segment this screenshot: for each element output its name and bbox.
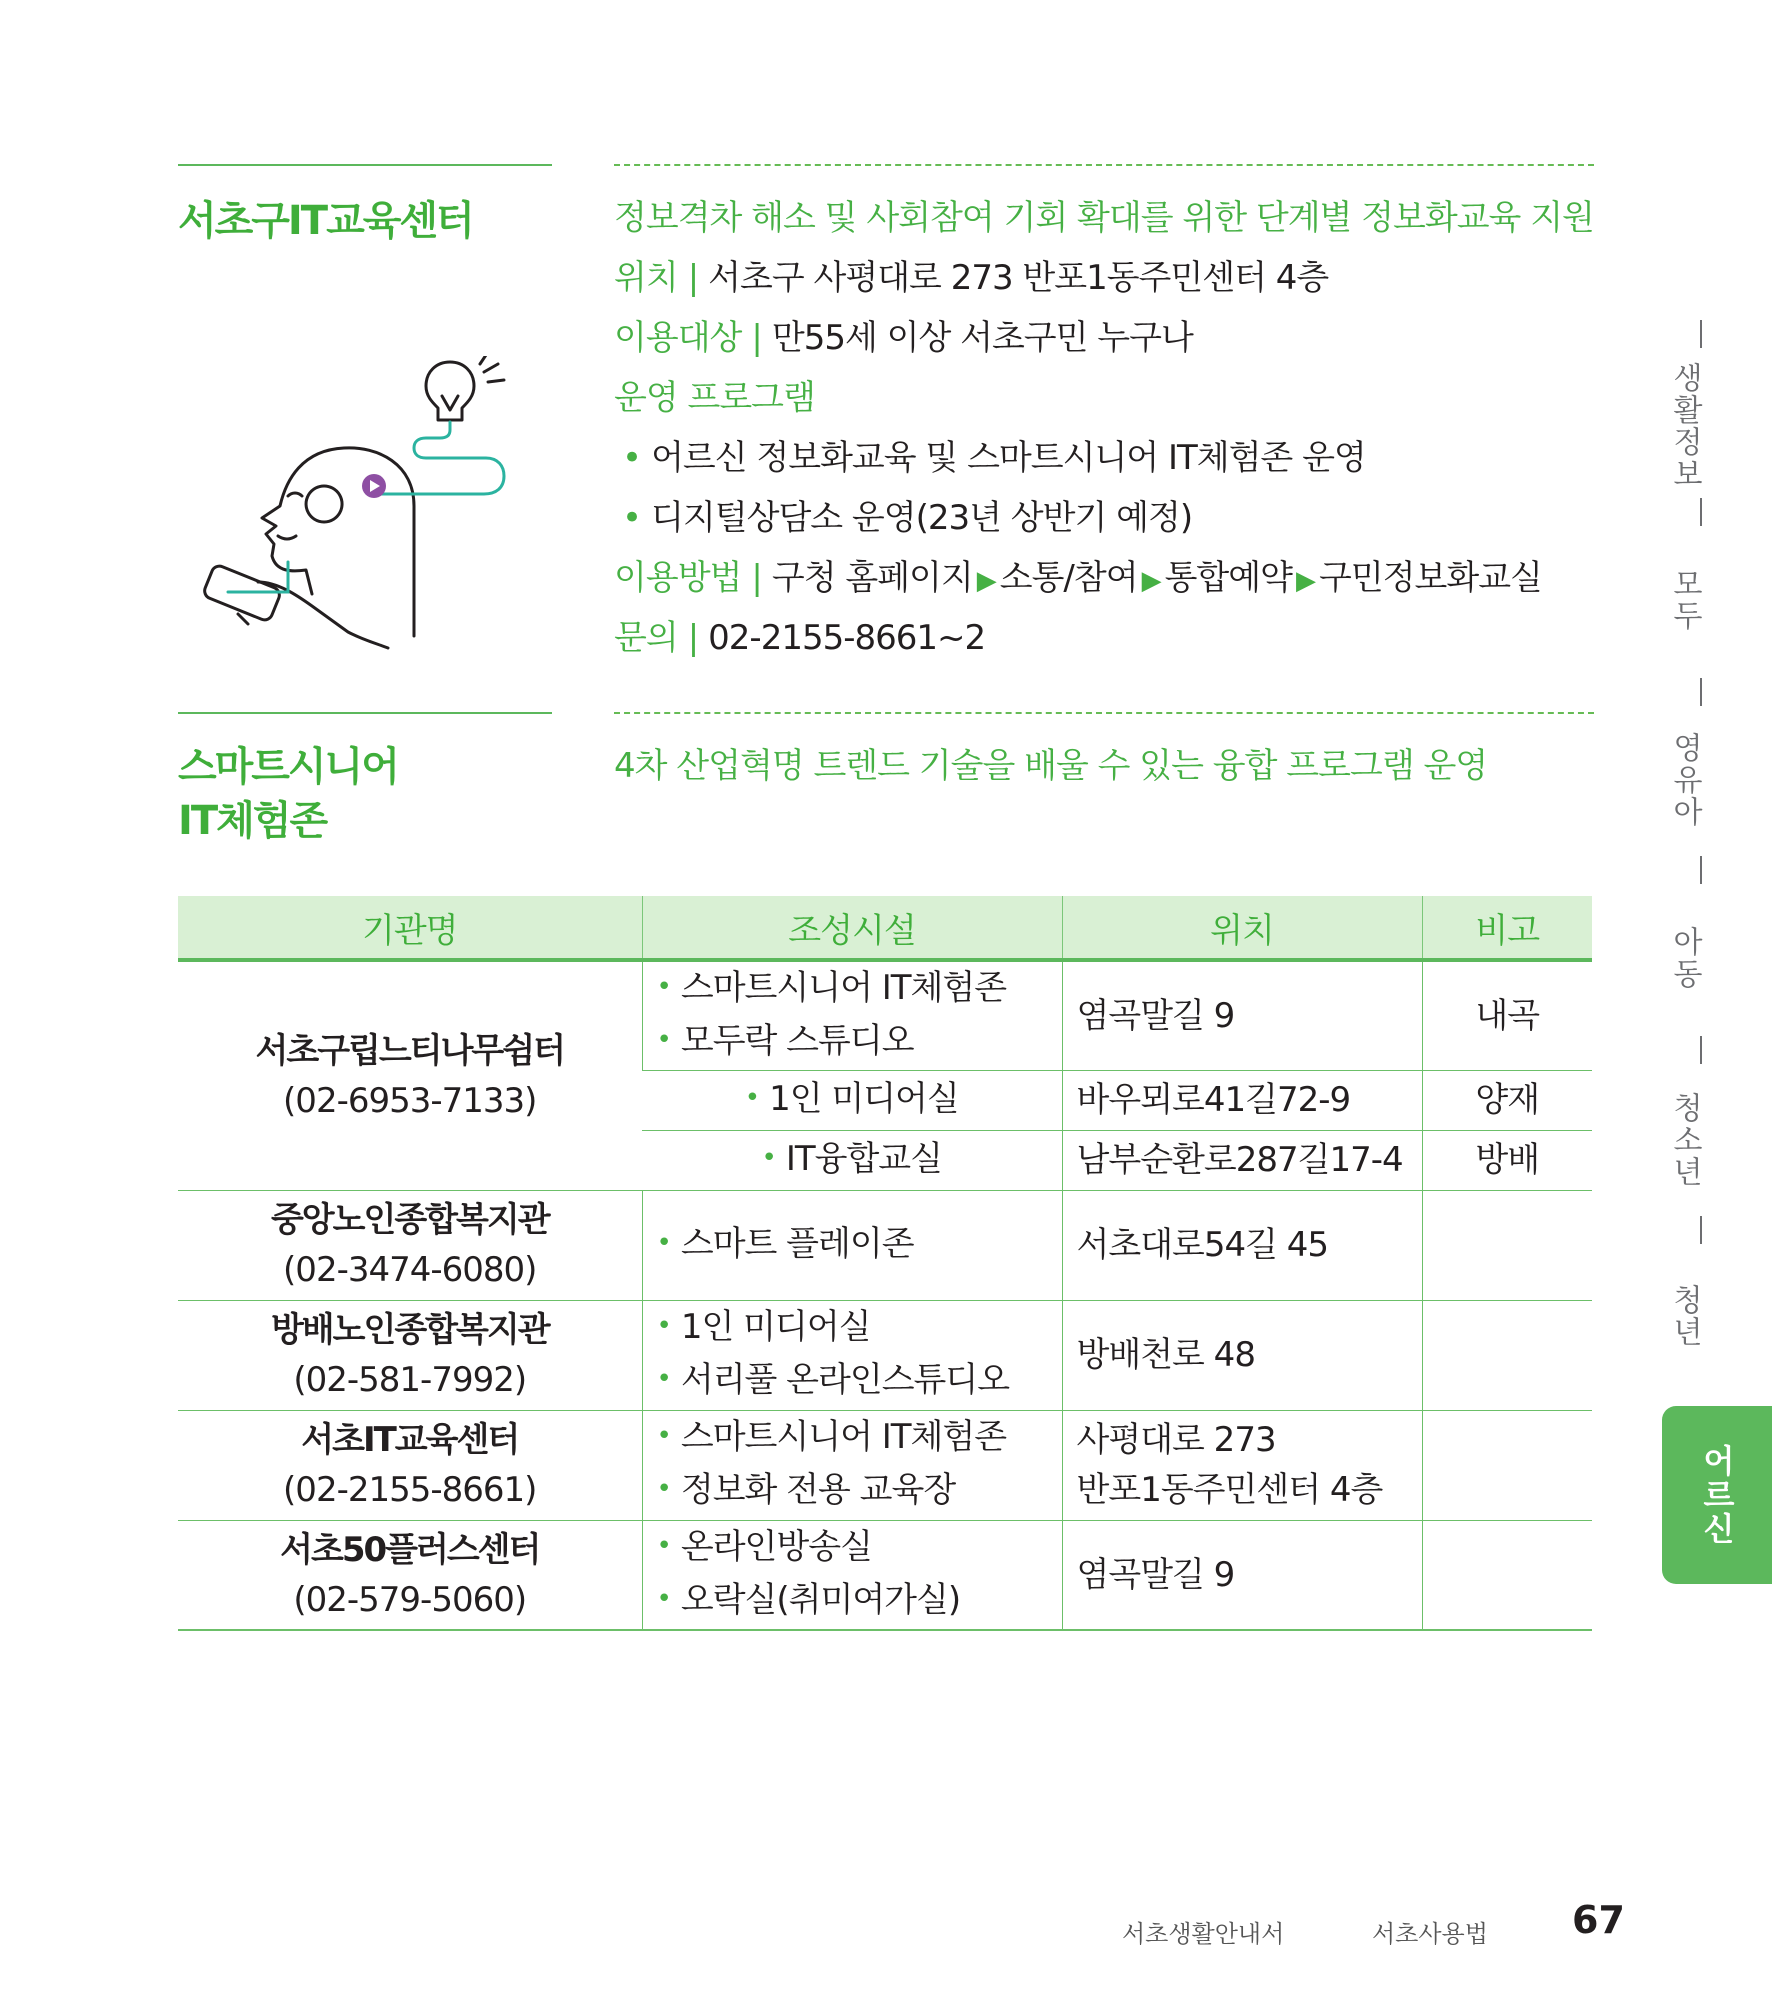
section1-top-rule [178, 164, 552, 166]
program-item-text: 어르신 정보화교육 및 스마트시니어 IT체험존 운영 [651, 438, 1366, 478]
table-row [178, 1300, 1592, 1410]
method-step: 구민정보화교실 [1318, 558, 1542, 598]
footer-guide-title: 서초생활안내서 [1122, 1920, 1285, 1948]
note-cell: 양재 [1422, 1070, 1592, 1130]
facility-item: • 온라인방송실 [656, 1526, 872, 1567]
table-row [178, 1520, 1592, 1630]
facility-cell [642, 1520, 1062, 1630]
column-header: 비고 [1422, 896, 1592, 960]
program-item-text: 디지털상담소 운영(23년 상반기 예정) [651, 498, 1193, 538]
institution-phone: (02-2155-8661) [283, 1470, 537, 1510]
separator: | [687, 258, 699, 298]
senior-smartphone-illustration [188, 356, 528, 656]
tab-youth[interactable]: 청소년 [1667, 1092, 1702, 1188]
separator: | [687, 618, 699, 658]
institution-cell [178, 1520, 642, 1630]
facility-item: • 1인 미디어실 [656, 1307, 871, 1347]
facility-cell [642, 960, 1062, 1070]
section2-headline: 4차 산업혁명 트렌드 기술을 배울 수 있는 융합 프로그램 운영 [614, 746, 1488, 786]
tab-child[interactable]: 아동 [1667, 926, 1702, 990]
facility-item: • 서리풀 온라인스튜디오 [656, 1360, 1010, 1400]
tab-everyone[interactable]: 모두 [1667, 568, 1702, 632]
section1-headline: 정보격차 해소 및 사회참여 기회 확대를 위한 단계별 정보화교육 지원 [614, 198, 1594, 238]
sidebar-divider [1700, 320, 1702, 348]
institution-phone: (02-6953-7133) [283, 1080, 537, 1121]
note-cell: 내곡 [1422, 960, 1592, 1070]
institution-name: 중앙노인종합복지관 [270, 1200, 549, 1240]
institution-name: 서초구립느티나무쉼터 [255, 1030, 564, 1071]
facility-cell [642, 1410, 1062, 1520]
institution-cell [178, 1300, 642, 1410]
note-cell [1422, 1300, 1592, 1410]
contact-value: 02-2155-8661~2 [708, 618, 986, 658]
program-label: 운영 프로그램 [614, 378, 815, 418]
location-row [614, 248, 1328, 308]
institution-phone: (02-579-5060) [293, 1579, 527, 1620]
contact-row [614, 608, 985, 668]
location-cell: 남부순환로287길17-4 [1062, 1130, 1422, 1190]
separator: | [751, 318, 762, 358]
facility-item: • 스마트 플레이존 [656, 1223, 914, 1264]
table-row [178, 1410, 1592, 1520]
table-row [178, 960, 1592, 1070]
footer-section-title: 서초사용법 [1372, 1920, 1488, 1948]
target-label: 이용대상 [614, 318, 742, 358]
institution-name: 서초IT교육센터 [301, 1420, 519, 1460]
facility-cell [642, 1300, 1062, 1410]
location-cell: 방배천로 48 [1062, 1300, 1422, 1410]
facility-cell [642, 1190, 1062, 1300]
target-value: 만55세 이상 서초구민 누구나 [771, 318, 1193, 358]
table-header-row [178, 896, 1592, 960]
location-value: 서초구 사평대로 273 반포1동주민센터 4층 [708, 258, 1329, 298]
facility-item: • 정보화 전용 교육장 [656, 1470, 956, 1510]
institution-phone: (02-581-7992) [293, 1360, 527, 1400]
tab-life-info[interactable]: 생활정보 [1667, 362, 1702, 490]
separator: | [751, 558, 762, 598]
section2-top-dashed-rule [614, 712, 1594, 714]
note-cell: 방배 [1422, 1130, 1592, 1190]
sidebar-divider [1700, 856, 1702, 884]
facility-item: • 스마트시니어 IT체험존 [656, 967, 1007, 1008]
location-cell [1062, 1410, 1422, 1520]
method-label: 이용방법 [614, 558, 742, 598]
section1-title: 서초구IT교육센터 [178, 198, 473, 244]
facility-item: • 1인 미디어실 [744, 1078, 959, 1119]
location-line: 사평대로 273 [1076, 1420, 1276, 1460]
section2-title-line1: 스마트시니어 [178, 744, 398, 790]
facility-item: • 스마트시니어 IT체험존 [656, 1417, 1007, 1457]
column-header: 조성시설 [642, 896, 1062, 960]
institution-cell [178, 1410, 642, 1520]
note-cell [1422, 1190, 1592, 1300]
program-item [622, 488, 1192, 548]
facility-cell [642, 1130, 1062, 1190]
contact-label: 문의 [614, 618, 678, 658]
facility-item: • IT융합교실 [761, 1138, 942, 1179]
tab-senior-label: 어르신 [1698, 1444, 1736, 1546]
section1-top-dashed-rule [614, 164, 1594, 166]
note-cell [1422, 1520, 1592, 1630]
column-header: 기관명 [178, 896, 642, 960]
sidebar-divider [1700, 678, 1702, 706]
program-item [622, 428, 1366, 488]
method-step: 구청 홈페이지 [771, 558, 973, 598]
institution-cell [178, 960, 642, 1190]
tab-infant[interactable]: 영유아 [1667, 732, 1702, 828]
arrow-right-icon: ▶ [976, 566, 996, 596]
note-cell [1422, 1410, 1592, 1520]
tab-young-adult[interactable]: 청년 [1667, 1284, 1702, 1348]
method-step: 통합예약 [1164, 558, 1292, 598]
facility-item: • 모두락 스튜디오 [656, 1020, 914, 1061]
method-row [614, 548, 1542, 611]
target-row [614, 308, 1193, 368]
table-row [178, 1190, 1592, 1300]
sidebar-divider [1700, 1036, 1702, 1064]
facility-cell [642, 1070, 1062, 1130]
location-cell: 서초대로54길 45 [1062, 1190, 1422, 1300]
arrow-right-icon: ▶ [1295, 566, 1315, 596]
method-step: 소통/참여 [999, 558, 1138, 598]
institution-name: 서초50플러스센터 [280, 1529, 540, 1570]
section2-top-rule [178, 712, 552, 714]
column-header: 위치 [1062, 896, 1422, 960]
page-number: 67 [1572, 1898, 1625, 1942]
sidebar-divider [1700, 1216, 1702, 1244]
location-cell: 염곡말길 9 [1062, 960, 1422, 1070]
bullet-dot: • [622, 438, 642, 478]
location-cell: 염곡말길 9 [1062, 1520, 1422, 1630]
facility-table [178, 896, 1592, 1631]
location-label: 위치 [614, 258, 678, 298]
institution-name: 방배노인종합복지관 [270, 1310, 549, 1350]
sidebar-divider [1700, 498, 1702, 526]
bullet-dot: • [622, 498, 642, 538]
institution-phone: (02-3474-6080) [283, 1250, 537, 1290]
institution-cell [178, 1190, 642, 1300]
facility-item: • 오락실(취미여가실) [656, 1579, 961, 1620]
location-cell: 바우뫼로41길72-9 [1062, 1070, 1422, 1130]
section2-title-line2: IT체험존 [178, 798, 327, 844]
arrow-right-icon: ▶ [1141, 566, 1161, 596]
tab-senior-active[interactable] [1662, 1406, 1772, 1584]
location-line: 반포1동주민센터 4층 [1076, 1470, 1383, 1510]
